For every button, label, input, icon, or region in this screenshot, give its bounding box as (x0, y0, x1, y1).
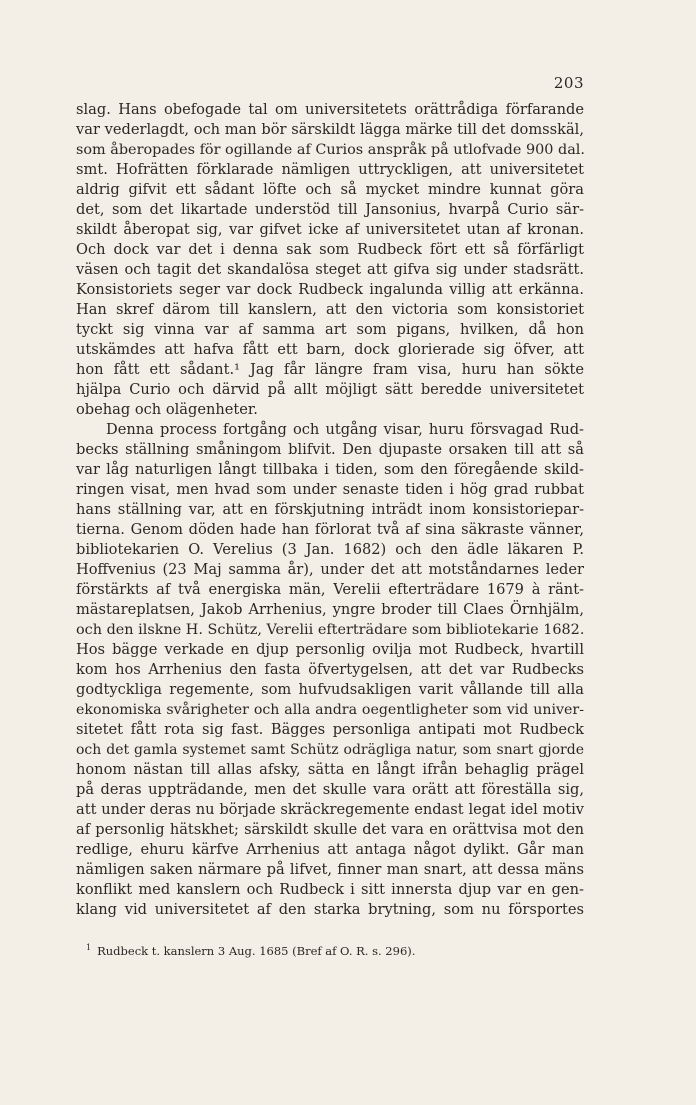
text-line: hjälpa Curio och därvid på allt möjligt sätt beredde universitetet (76, 381, 584, 398)
text-line: klang vid universitetet af den starka brytning, som nu försportes (76, 901, 584, 918)
text-line: var vederlagdt, och man bör särskildt lägga märke till det domsskäl, (76, 121, 584, 138)
text-line: konflikt med kanslern och Rudbeck i sitt innersta djup var en gen- (76, 881, 584, 898)
text-line: förstärkts af två energiska män, Verelii efterträdare 1679 à ränt- (76, 581, 584, 598)
text-line: hon fått ett sådant.¹ Jag får längre fram visa, huru han sökte (76, 361, 584, 378)
page-number: 203 (553, 74, 584, 92)
text-line: ringen visat, men hvad som under senaste tiden i hög grad rubbat (76, 481, 584, 498)
text-line: becks ställning småningom blifvit. Den djupaste orsaken till att så (76, 441, 584, 458)
text-line: tierna. Genom döden hade han förlorat två af sina säkraste vänner, (76, 521, 584, 538)
text-line: Och dock var det i denna sak som Rudbeck fört ett så förfärligt (76, 241, 584, 258)
text-line: utskämdes att hafva fått ett barn, dock glorierade sig öfver, att (76, 341, 584, 358)
text-line: och den ilskne H. Schütz, Verelii efterträdare som bibliotekarie 1682. (76, 622, 585, 638)
text-line: tyckt sig vinna var af samma art som pigans, hvilken, då hon (76, 321, 584, 338)
text-line: Denna process fortgång och utgång visar, huru försvagad Rud- (106, 421, 584, 438)
text-line: redlige, ehuru kärfve Arrhenius att antaga något dylikt. Går man (76, 841, 584, 858)
text-line: nämligen saken närmare på lifvet, finner man snart, att dessa mäns (76, 861, 584, 878)
text-line: Hos bägge verkade en djup personlig ovilja mot Rudbeck, hvartill (76, 641, 584, 658)
text-line: godtyckliga regemente, som hufvudsakligen varit vållande till alla (76, 681, 584, 698)
text-line: Hoffvenius (23 Maj samma år), under det att motståndarnes leder (76, 561, 584, 578)
text-line: sitetet fått rota sig fast. Bägges personliga antipati mot Rudbeck (76, 721, 584, 738)
text-line: hans ställning var, att en förskjutning inträdt inom konsistoriepar- (76, 501, 584, 518)
text-line: Konsistoriets seger var dock Rudbeck ingalunda villig att erkänna. (76, 281, 584, 298)
text-line: var låg naturligen långt tillbaka i tiden, som den föregående skild- (76, 461, 584, 478)
footnote (86, 940, 415, 959)
text-line: aldrig gifvit ett sådant löfte och så mycket mindre kunnat göra (76, 181, 584, 198)
text-line: smt. Hofrätten förklarade nämligen uttryckligen, att universitetet (76, 161, 584, 178)
text-line: bibliotekarien O. Verelius (3 Jan. 1682) och den ädle läkaren P. (76, 541, 584, 558)
footnote-text: Rudbeck t. kanslern 3 Aug. 1685 (Bref af O. R. s. 296). (97, 943, 416, 958)
text-line: det, som det likartade understöd till Jansonius, hvarpå Curio sär- (76, 201, 584, 218)
text-line: mästareplatsen, Jakob Arrhenius, yngre broder till Claes Örnhjälm, (76, 601, 584, 618)
text-line: Han skref därom till kanslern, att den victoria som konsistoriet (76, 301, 584, 318)
text-line: på deras uppträdande, men det skulle vara orätt att föreställa sig, (76, 781, 584, 798)
text-line: som åberopades för ogillande af Curios anspråk på utlofvade 900 dal. (76, 142, 585, 158)
text-line: honom nästan till allas afsky, sätta en långt ifrån behaglig prägel (76, 761, 584, 778)
text-line: slag. Hans obefogade tal om universitetets orättrådiga förfarande (76, 101, 584, 118)
text-line: att under deras nu började skräckregemente endast legat idel motiv (76, 801, 584, 818)
footnote-marker: 1 (86, 943, 92, 952)
text-line: skildt åberopat sig, var gifvet icke af universitetet utan af kronan. (76, 221, 584, 238)
text-line: obehag och olägenheter. (76, 401, 258, 418)
text-line: kom hos Arrhenius den fasta öfvertygelsen, att det var Rudbecks (76, 661, 584, 678)
text-line: väsen och tagit det skandalösa steget att gifva sig under stadsrätt. (76, 261, 584, 278)
text-line: och det gamla systemet samt Schütz odrägliga natur, som snart gjorde (76, 742, 584, 758)
text-line: af personlig hätskhet; särskildt skulle det vara en orättvisa mot den (76, 821, 584, 838)
text-line: ekonomiska svårigheter och alla andra oegentligheter som vid univer- (76, 702, 584, 718)
